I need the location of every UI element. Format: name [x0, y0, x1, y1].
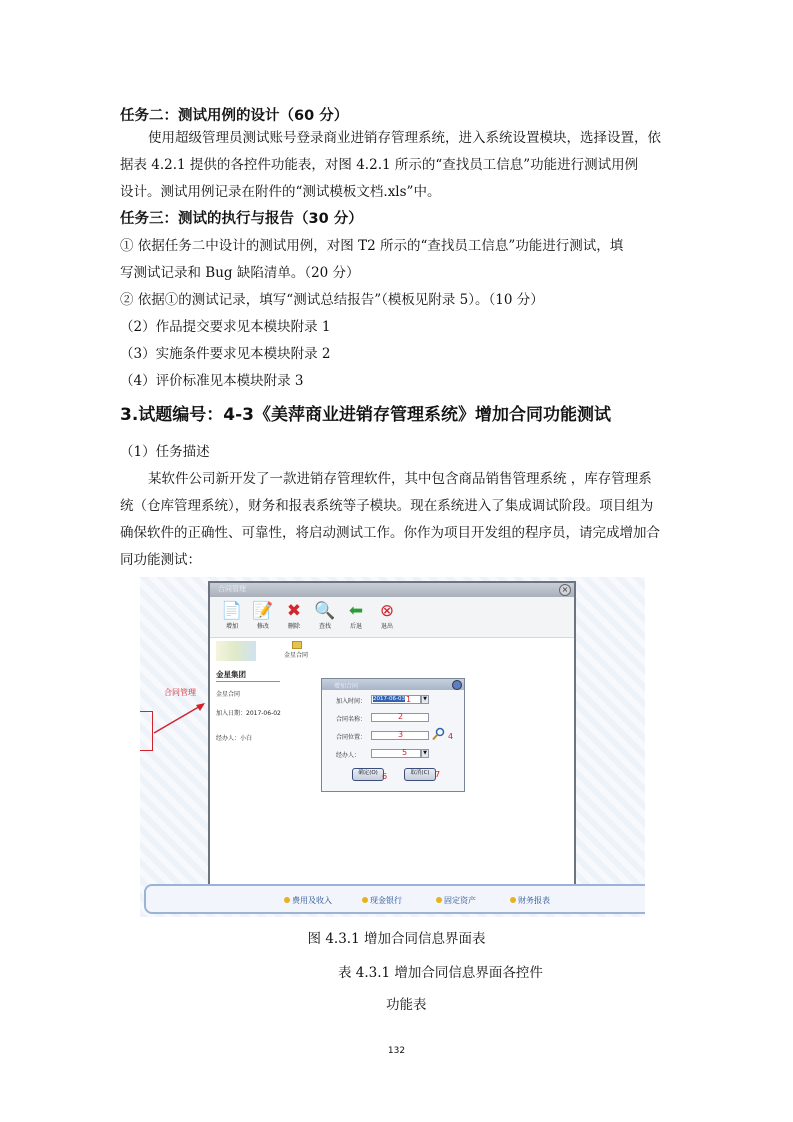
- dialog-close-icon[interactable]: [452, 680, 462, 690]
- bullet-icon: [436, 897, 442, 903]
- dialog-title: 增加合同: [334, 683, 359, 690]
- section3-subheading: （1）任务描述: [120, 444, 210, 460]
- nav-fixed-assets[interactable]: 固定资产: [436, 895, 476, 906]
- exit-icon: ⊗: [379, 601, 395, 621]
- task3-line-4: （2）作品提交要求见本模块附录 1: [120, 319, 331, 335]
- ok-button[interactable]: 确定(O): [352, 768, 384, 781]
- dialog-titlebar: [322, 679, 464, 690]
- toolbar-edit-button[interactable]: 📝 修改: [249, 601, 277, 631]
- task2-heading: 任务二：测试用例的设计（60 分）: [120, 108, 349, 124]
- side-annotation-arrow: [150, 697, 208, 737]
- marker-5: 5: [402, 748, 408, 757]
- side-annotation-label: 合同管理: [164, 688, 196, 697]
- detail-join-date: 加入日期：2017-06-02: [216, 710, 281, 717]
- task2-line-3: 设计。测试用例记录在附件的“测试模板文档.xls”中。: [120, 184, 441, 200]
- join-time-dropdown-icon[interactable]: ▼: [421, 695, 429, 704]
- browse-magnifier-icon[interactable]: [432, 727, 446, 741]
- folder-icon: [292, 641, 302, 649]
- join-time-input[interactable]: 2017-06-03: [371, 695, 421, 704]
- window-titlebar: [210, 583, 574, 597]
- figure-caption: 图 4.3.1 增加合同信息界面表: [307, 931, 486, 947]
- field-label-handler: 经办人：: [336, 752, 361, 759]
- back-arrow-icon: ⬅: [348, 601, 364, 621]
- section3-heading: 3.试题编号：4-3《美萍商业进销存管理系统》增加合同功能测试: [120, 405, 611, 425]
- task3-line-1: ① 依据任务二中设计的测试用例，对图 T2 所示的“查找员工信息”功能进行测试，填: [120, 238, 624, 254]
- tree-folder-label[interactable]: 金星合同: [284, 652, 309, 659]
- contract-screenshot-figure: [140, 577, 645, 917]
- task3-heading: 任务三：测试的执行与报告（30 分）: [120, 211, 363, 227]
- window-title: 合同管理: [218, 585, 246, 593]
- marker-2: 2: [398, 712, 404, 721]
- search-icon: 🔍: [314, 601, 336, 621]
- bottom-nav-bar: [144, 884, 645, 914]
- table-caption-line-2: 功能表: [386, 997, 427, 1013]
- task2-line-2: 据表 4.2.1 提供的各控件功能表，对图 4.2.1 所示的“查找员工信息”功能进行测试用例: [120, 157, 639, 173]
- panel-divider: [216, 681, 280, 682]
- delete-icon: ✖: [286, 601, 302, 621]
- page-number: 132: [387, 1046, 406, 1056]
- nav-expenses-income[interactable]: 费用及收入: [284, 895, 332, 906]
- toolbar-search-button[interactable]: 🔍 查找: [311, 601, 339, 631]
- contract-window: [208, 581, 576, 890]
- task3-line-3: ② 依据①的测试记录，填写“测试总结报告”（模板见附录 5）。（10 分）: [120, 292, 544, 308]
- edit-doc-icon: 📝: [252, 601, 274, 621]
- toolbar-exit-button[interactable]: ⊗ 退出: [373, 601, 401, 631]
- cancel-button[interactable]: 取消(C): [404, 768, 436, 781]
- handler-select[interactable]: [371, 749, 421, 758]
- task3-line-2: 写测试记录和 Bug 缺陷清单。（20 分）: [120, 265, 360, 281]
- add-doc-icon: 📄: [221, 601, 243, 621]
- section3-line-4: 同功能测试：: [120, 552, 201, 568]
- task3-line-6: （4）评价标准见本模块附录 3: [120, 373, 304, 389]
- company-name: 金星集团: [216, 670, 246, 679]
- field-label-contract-name: 合同名称：: [336, 716, 367, 723]
- marker-7: 7: [435, 770, 441, 779]
- toolbar-back-button[interactable]: ⬅ 后退: [342, 601, 370, 631]
- toolbar: [210, 597, 574, 638]
- task2-line-1: 使用超级管理员测试账号登录商业进销存管理系统，进入系统设置模块，选择设置，依: [148, 130, 661, 146]
- window-close-icon[interactable]: ×: [559, 584, 571, 596]
- detail-handler: 经办人：小白: [216, 735, 253, 742]
- field-label-contract-location: 合同位置：: [336, 734, 367, 741]
- marker-6: 6: [382, 772, 388, 781]
- nav-financial-reports[interactable]: 财务报表: [510, 895, 550, 906]
- section3-line-1: 某软件公司新开发了一款进销存管理软件，其中包含商品销售管理系统 ，库存管理系: [148, 471, 652, 487]
- section3-line-2: 统（仓库管理系统），财务和报表系统等子模块。现在系统进入了集成调试阶段。项目组为: [120, 498, 654, 514]
- section3-line-3: 确保软件的正确性、可靠性，将启动测试工作。你作为项目开发组的程序员，请完成增加合: [120, 525, 660, 541]
- marker-1: 1: [406, 695, 412, 704]
- bullet-icon: [284, 897, 290, 903]
- bullet-icon: [362, 897, 368, 903]
- nav-cash-bank[interactable]: 现金银行: [362, 895, 402, 906]
- toolbar-delete-button[interactable]: ✖ 删除: [280, 601, 308, 631]
- banner-decoration: [216, 641, 256, 661]
- toolbar-add-button[interactable]: 📄 增加: [218, 601, 246, 631]
- marker-4: 4: [448, 732, 454, 741]
- detail-contract: 金星合同: [216, 691, 241, 698]
- add-contract-dialog: [321, 678, 465, 792]
- task3-line-5: （3）实施条件要求见本模块附录 2: [120, 346, 331, 362]
- field-label-join-time: 加入时间：: [336, 698, 367, 705]
- handler-dropdown-icon[interactable]: ▼: [421, 749, 429, 758]
- marker-3: 3: [398, 730, 404, 739]
- bullet-icon: [510, 897, 516, 903]
- table-caption-line-1: 表 4.3.1 增加合同信息界面各控件: [338, 965, 543, 981]
